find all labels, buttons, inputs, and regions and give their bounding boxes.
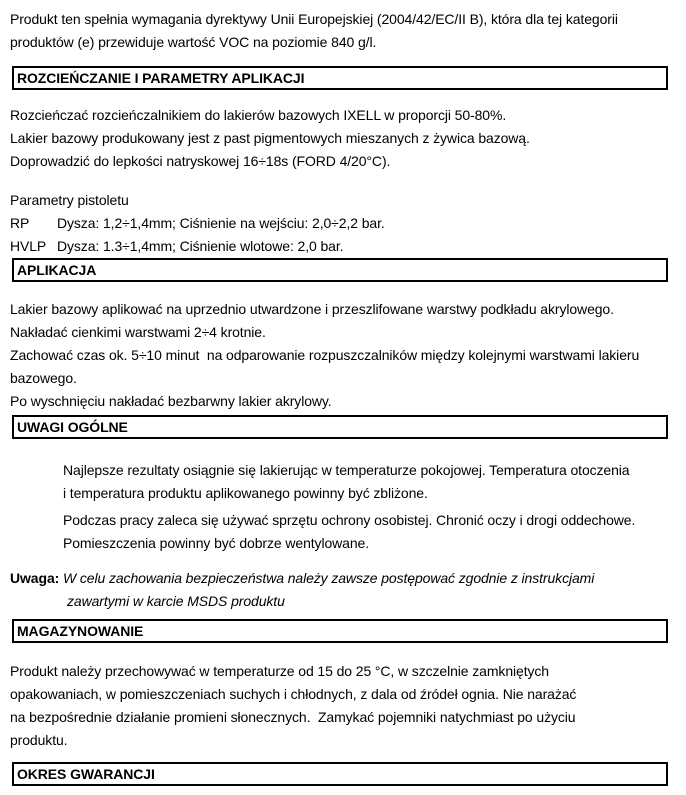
text-line: Zachować czas ok. 5÷10 minut na odparowanie rozpuszczalników między kolejnymi warstwami lakieru — [10, 347, 640, 363]
safety-note-text-continued: zawartymi w karcie MSDS produktu — [67, 593, 285, 609]
text-line: Lakier bazowy aplikować na uprzednio utwardzone i przeszlifowane warstwy podkładu akrylowego. — [10, 301, 614, 317]
text-line: produktu. — [10, 732, 68, 748]
section-header-dilution — [12, 66, 668, 90]
section-title-general-notes: UWAGI OGÓLNE — [17, 419, 128, 435]
section-title-application: APLIKACJA — [17, 262, 97, 278]
text-line: Produkt należy przechowywać w temperaturze od 15 do 25 °C, w szczelnie zamkniętych — [10, 663, 549, 679]
text-line: Nakładać cienkimi warstwami 2÷4 krotnie. — [10, 324, 266, 340]
gun-row-hvlp-label: HVLP — [10, 238, 47, 254]
safety-note-line — [10, 567, 672, 590]
safety-note-label: Uwaga: — [10, 570, 60, 586]
gun-row-rp-text: Dysza: 1,2÷1,4mm; Ciśnienie na wejściu: 2,0÷2,2 bar. — [57, 215, 385, 231]
gun-row-rp-label: RP — [10, 215, 30, 231]
text-line: na bezpośrednie działanie promieni słonecznych. Zamykać pojemniki natychmiast po użyciu — [10, 709, 576, 725]
section-title-dilution: ROZCIEŃCZANIE I PARAMETRY APLIKACJI — [17, 70, 305, 86]
section-title-storage: MAGAZYNOWANIE — [17, 623, 144, 639]
text-line: Doprowadzić do lepkości natryskowej 16÷18s (FORD 4/20°C). — [10, 153, 391, 169]
intro-paragraph — [10, 8, 672, 54]
gun-parameters-block — [10, 189, 672, 258]
text-line: i temperatura produktu aplikowanego powinny być zbliżone. — [63, 485, 428, 501]
section-header-storage — [12, 619, 668, 643]
section-header-general-notes — [12, 415, 668, 439]
text-line: Pomieszczenia powinny być dobrze wentylowane. — [63, 535, 369, 551]
general-notes-paragraphs — [10, 459, 672, 555]
section-header-application — [12, 258, 668, 282]
gun-row-hvlp-text: Dysza: 1.3÷1,4mm; Ciśnienie wlotowe: 2,0 bar. — [57, 238, 344, 254]
gun-row-hvlp — [10, 235, 672, 258]
safety-note-text: W celu zachowania bezpieczeństwa należy zawsze postępować zgodnie z instrukcjami — [62, 570, 595, 586]
text-line: Rozcieńczać rozcieńczalnikiem do lakierów bazowych IXELL w proporcji 50-80%. — [10, 107, 507, 123]
section-header-warranty — [12, 762, 668, 786]
application-paragraph — [10, 298, 672, 413]
gun-row-rp — [10, 212, 672, 235]
text-line: bazowego. — [10, 370, 77, 386]
text-line: Po wyschnięciu nakładać bezbarwny lakier akrylowy. — [10, 393, 332, 409]
text-line: Najlepsze rezultaty osiągnie się lakierując w temperaturze pokojowej. Temperatura otoczenia — [63, 462, 630, 478]
gun-parameters-heading: Parametry pistoletu — [10, 192, 129, 208]
text-line: Produkt ten spełnia wymagania dyrektywy Unii Europejskiej (2004/42/EC/II B), która dla tej kategorii — [10, 11, 618, 27]
storage-paragraph — [10, 660, 672, 752]
section-title-warranty: OKRES GWARANCJI — [17, 766, 155, 782]
text-line: Lakier bazowy produkowany jest z past pigmentowych mieszanych z żywica bazową. — [10, 130, 530, 146]
dilution-paragraph — [10, 104, 672, 173]
safety-note — [10, 567, 672, 613]
text-line: Podczas pracy zaleca się używać sprzętu ochrony osobistej. Chronić oczy i drogi oddechowe. — [63, 512, 636, 528]
text-line: produktów (e) przewiduje wartość VOC na poziomie 840 g/l. — [10, 34, 377, 50]
text-line: opakowaniach, w pomieszczeniach suchych i chłodnych, z dala od źródeł ognia. Nie narażać — [10, 686, 577, 702]
